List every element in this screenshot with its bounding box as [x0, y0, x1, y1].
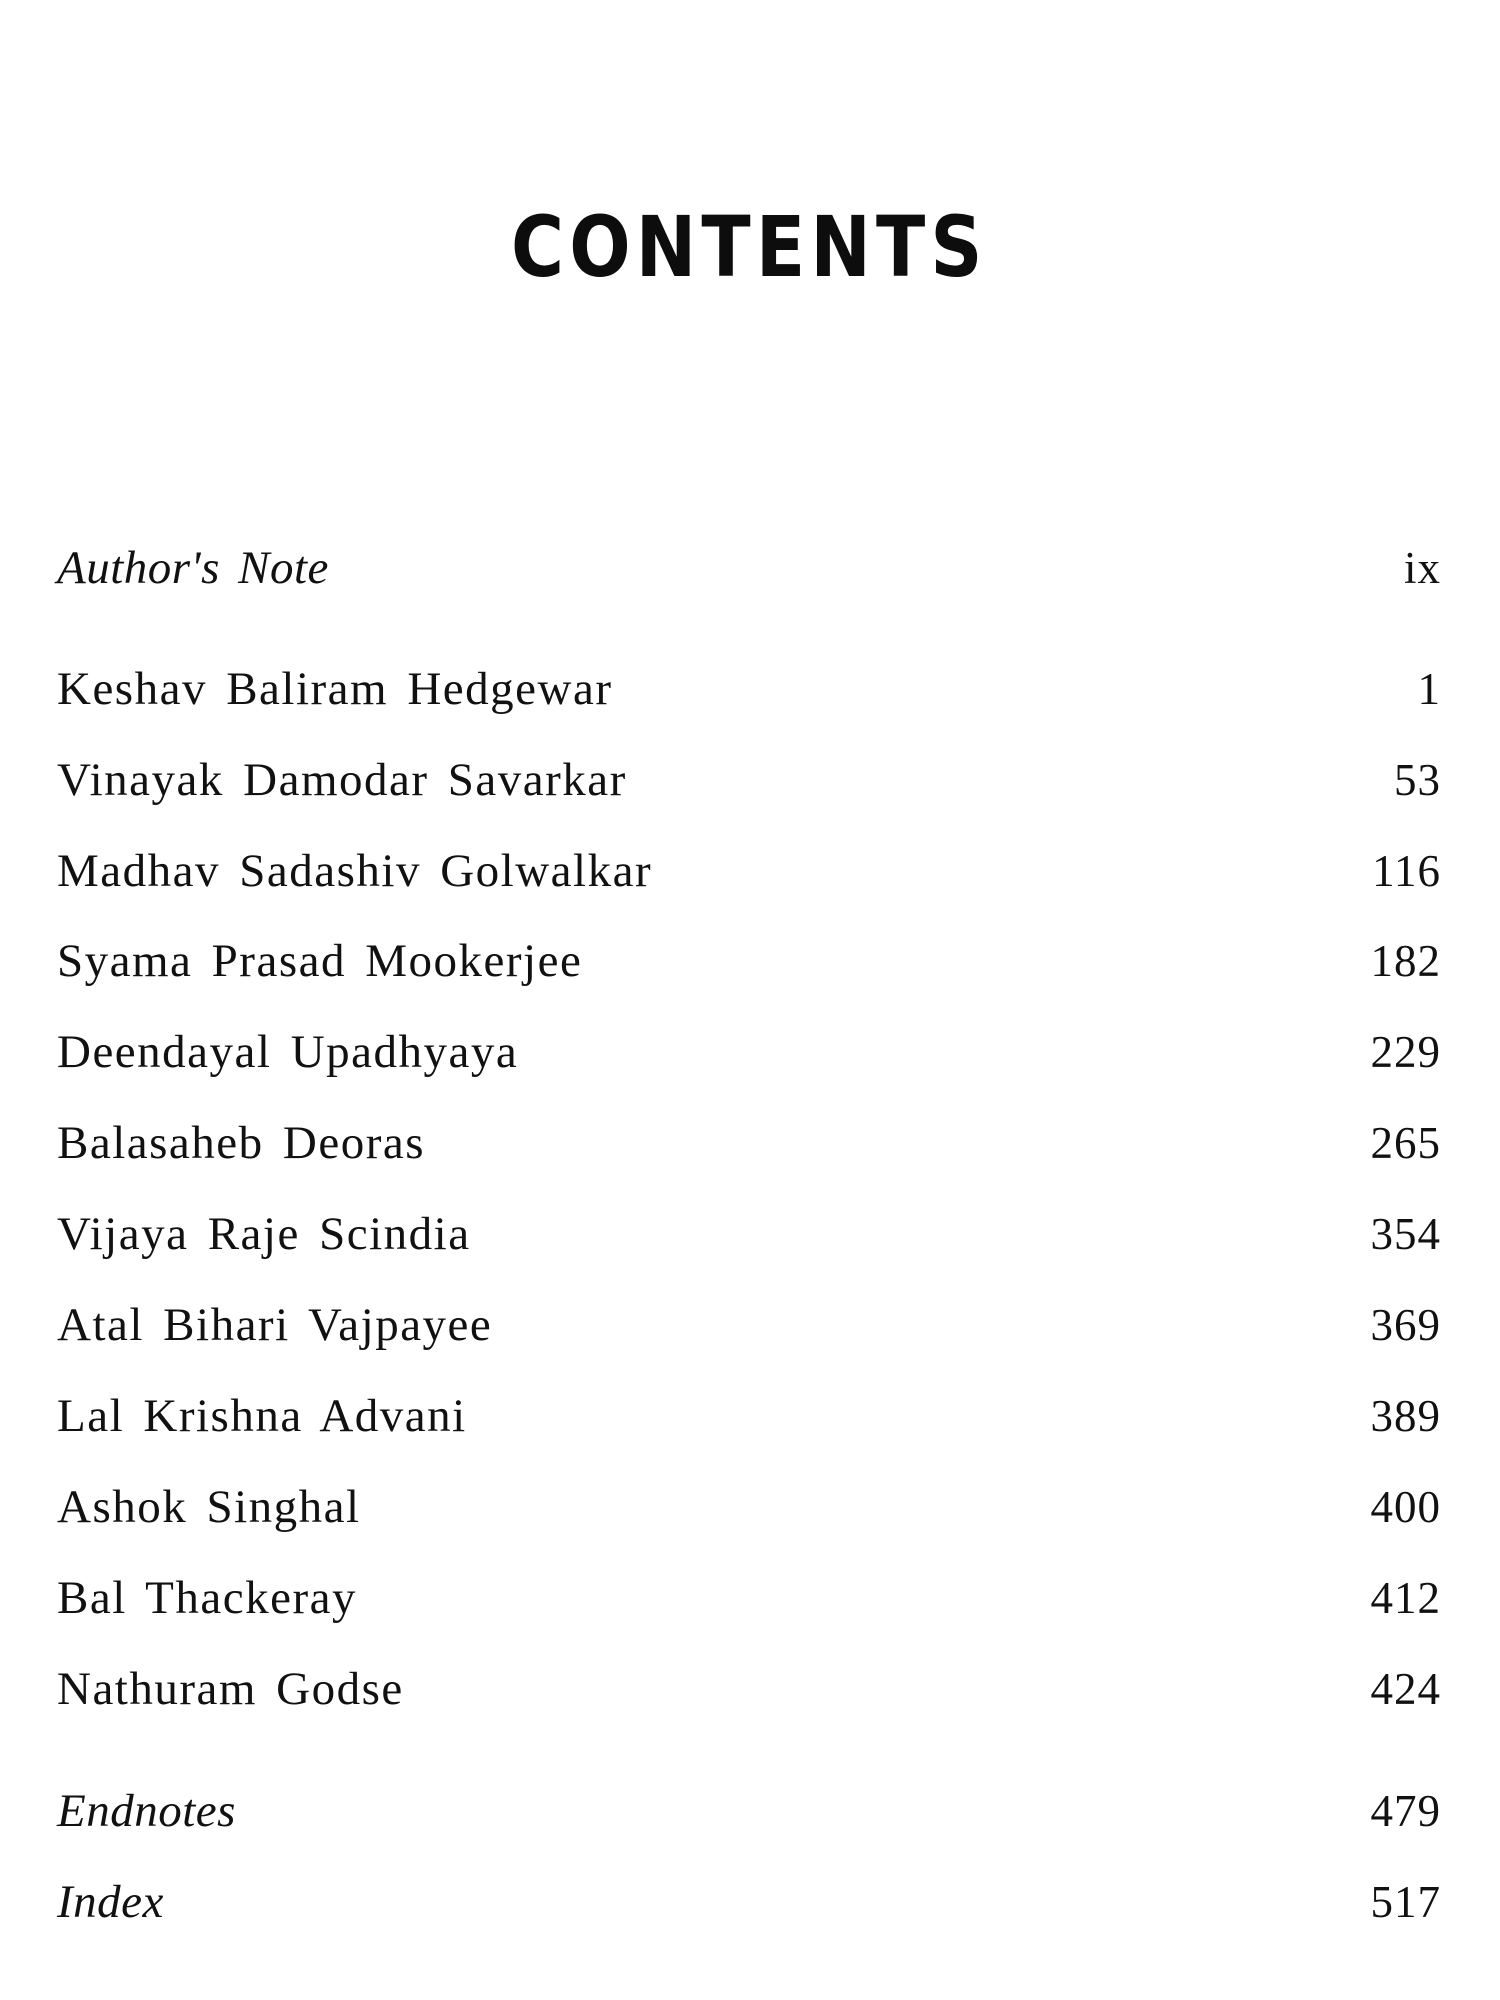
toc-entry-page: 182 [1370, 936, 1441, 986]
toc-entry-index [57, 1867, 1441, 1937]
toc-entry-mookerjee [57, 926, 1441, 996]
toc-entry-singhal [57, 1472, 1441, 1542]
toc-entry-label: Bal Thackeray [57, 1572, 357, 1624]
toc-entry-page: 229 [1370, 1027, 1441, 1077]
toc-entry-label: Vinayak Damodar Savarkar [57, 754, 627, 806]
toc-entry-page: 424 [1370, 1664, 1441, 1714]
toc-entry-label: Madhav Sadashiv Golwalkar [57, 845, 653, 897]
toc-entry-label: Lal Krishna Advani [57, 1390, 467, 1442]
toc-entry-label: Endnotes [57, 1785, 236, 1837]
toc-entry-label: Nathuram Godse [57, 1663, 404, 1715]
toc-entry-vajpayee [57, 1290, 1441, 1360]
toc-entry-upadhyaya [57, 1017, 1441, 1087]
toc-entry-deoras [57, 1108, 1441, 1178]
toc-entry-page: 517 [1370, 1877, 1441, 1927]
toc-entry-page: ix [1403, 543, 1441, 593]
toc-entry-label: Deendayal Upadhyaya [57, 1026, 519, 1078]
toc-entry-golwalkar [57, 836, 1441, 906]
toc-entry-advani [57, 1381, 1441, 1451]
toc-entry-label: Vijaya Raje Scindia [57, 1208, 471, 1260]
toc-entry-label: Author's Note [57, 542, 329, 594]
toc-entry-label: Ashok Singhal [57, 1481, 361, 1533]
page-title: CONTENTS [511, 198, 988, 296]
toc-entry-hedgewar [57, 654, 1441, 724]
toc-entry-page: 479 [1370, 1786, 1441, 1836]
toc-entry-page: 369 [1370, 1300, 1441, 1350]
toc-entry-authors-note [57, 533, 1441, 603]
toc-entry-page: 265 [1370, 1118, 1441, 1168]
toc-entry-page: 400 [1370, 1482, 1441, 1532]
toc-entry-page: 412 [1370, 1573, 1441, 1623]
toc-entry-label: Syama Prasad Mookerjee [57, 935, 583, 987]
toc-entry-page: 1 [1417, 664, 1441, 714]
toc-entry-label: Index [57, 1876, 164, 1928]
toc-entry-page: 389 [1370, 1391, 1441, 1441]
toc-entry-scindia [57, 1199, 1441, 1269]
toc-entry-godse [57, 1654, 1441, 1724]
toc-entry-endnotes [57, 1776, 1441, 1846]
toc-entry-label: Balasaheb Deoras [57, 1117, 425, 1169]
toc-entry-label: Keshav Baliram Hedgewar [57, 663, 613, 715]
toc-entry-page: 116 [1372, 846, 1441, 896]
toc-entry-savarkar [57, 745, 1441, 815]
toc-entry-label: Atal Bihari Vajpayee [57, 1299, 493, 1351]
toc-entry-page: 354 [1370, 1209, 1441, 1259]
toc-entry-thackeray [57, 1563, 1441, 1633]
toc-entry-page: 53 [1394, 755, 1441, 805]
